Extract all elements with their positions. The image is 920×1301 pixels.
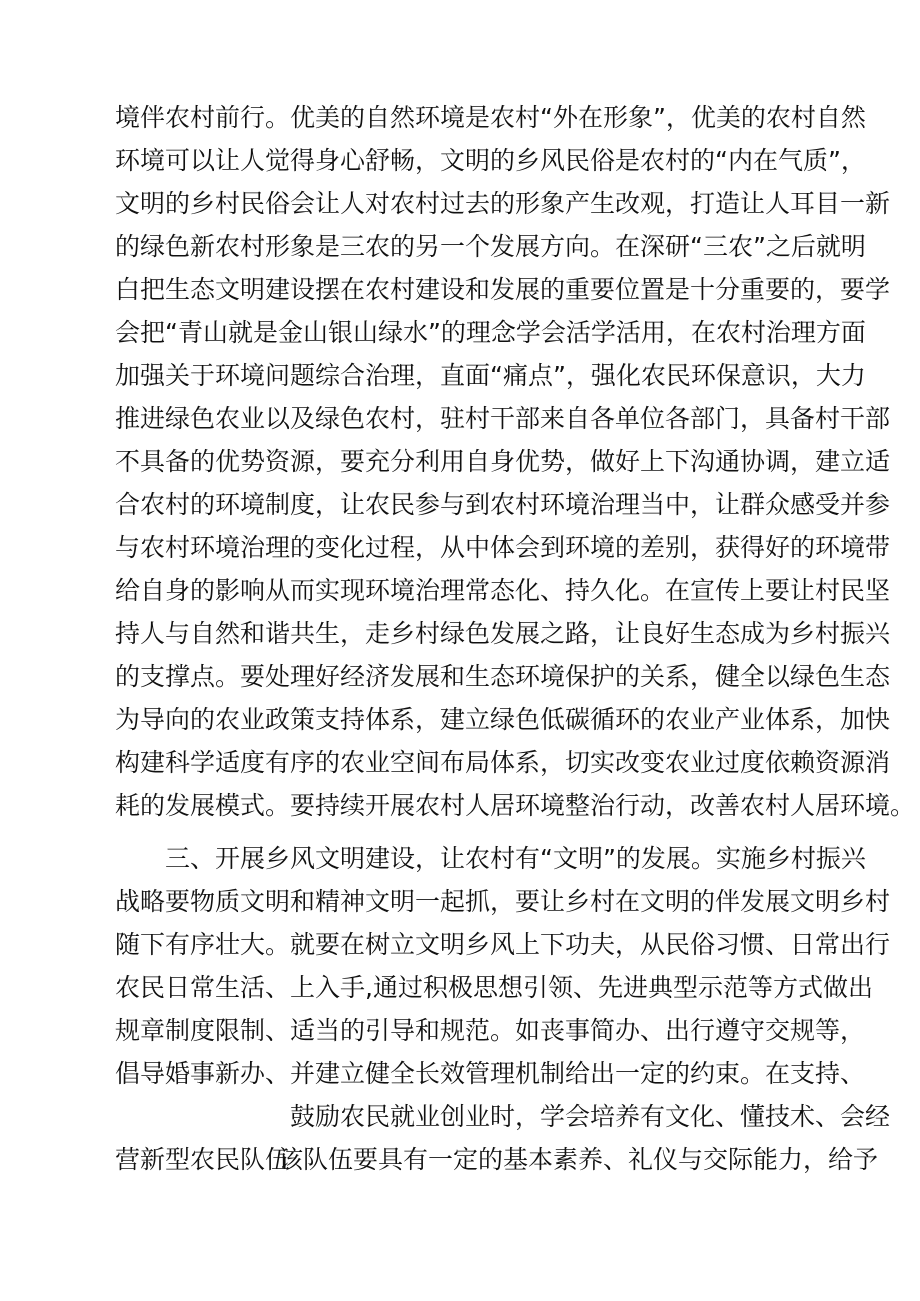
text-fragment-left xyxy=(115,1097,275,1137)
text-line: 耗的发展模式。要持续开展农村人居环境整治行动，改善农村人居环境。 xyxy=(115,791,916,820)
text-fragment-left: 营新型农民队伍 xyxy=(115,1145,291,1174)
text-line: 给自身的影响从而实现环境治理常态化、持久化。在宣传上要让村民坚 xyxy=(115,576,891,605)
text-line: 持人与自然和谐共生，走乡村绿色发展之路，让良好生态成为乡村振兴 xyxy=(115,619,891,648)
text-line: 白把生态文明建设摆在农村建设和发展的重要位置是十分重要的，要学 xyxy=(115,275,891,304)
text-line: 推进绿色农业以及绿色农村，驻村干部来自各单位各部门，具备村干部 xyxy=(115,404,891,433)
text-fragment-right: 鼓励农民就业创业时，学会培养有文化、懂技术、会经 xyxy=(290,1102,891,1131)
text-line: 为导向的农业政策支持体系，建立绿色低碳循环的农业产业体系，加快 xyxy=(115,705,891,734)
split-row xyxy=(0,1054,920,1094)
text-fragment-right: 适当的引导和规范。如丧事简办、出行遵守交规等， xyxy=(290,1016,866,1045)
text-fragment-left: 倡导婚事新办、 xyxy=(115,1059,291,1088)
split-row xyxy=(0,1011,920,1051)
text-fragment-left: 随下有序壮大。 xyxy=(115,930,291,959)
text-line: 的绿色新农村形象是三农的另一个发展方向。在深研“三农”之后就明 xyxy=(115,232,866,261)
text-fragment-right: 上入手,通过积极思想引领、先进典型示范等方式做出 xyxy=(290,973,873,1002)
split-row xyxy=(0,1097,920,1137)
text-line: 境伴农村前行。优美的自然环境是农村“外在形象”，优美的农村自然 xyxy=(115,103,866,132)
text-line: 的支撑点。要处理好经济发展和生态环境保护的关系，健全以绿色生态 xyxy=(115,662,891,691)
text-line: 与农村环境治理的变化过程，从中体会到环境的差别，获得好的环境带 xyxy=(115,533,891,562)
text-fragment-left: 规章制度限制、 xyxy=(115,1016,291,1045)
text-fragment-right: 就要在树立文明乡风上下功夫，从民俗习惯、日常出行 xyxy=(290,930,891,959)
text-line: 合农村的环境制度，让农民参与到农村环境治理当中，让群众感受并参 xyxy=(115,490,891,519)
split-row xyxy=(0,968,920,1008)
text-line: 不具备的优势资源，要充分利用自身优势，做好上下沟通协调，建立适 xyxy=(115,447,891,476)
text-fragment-right: 该队伍要具有一定的基本素养、礼仪与交际能力，给予 xyxy=(278,1145,879,1174)
text-line: 战略要物质文明和精神文明一起抓，要让乡村在文明的伴发展文明乡村 xyxy=(115,887,891,916)
text-line: 文明的乡村民俗会让人对农村过去的形象产生改观，打造让人耳目一新 xyxy=(115,189,891,218)
split-row xyxy=(0,925,920,965)
section-heading-line: 三、开展乡风文明建设，让农村有“文明”的发展。实施乡村振兴 xyxy=(165,844,866,873)
text-line: 环境可以让人觉得身心舒畅，文明的乡风民俗是农村的“内在气质”， xyxy=(115,146,866,175)
text-line: 构建科学适度有序的农业空间布局体系，切实改变农业过度依赖资源消 xyxy=(115,748,891,777)
split-row xyxy=(0,1140,920,1180)
text-fragment-left: 农民日常生活、 xyxy=(115,973,291,1002)
text-fragment-right: 并建立健全长效管理机制给出一定的约束。在支持、 xyxy=(290,1059,866,1088)
text-line: 会把“青山就是金山银山绿水”的理念学会活学活用，在农村治理方面 xyxy=(115,318,866,347)
text-line: 加强关于环境问题综合治理，直面“痛点”，强化农民环保意识，大力 xyxy=(115,361,866,390)
